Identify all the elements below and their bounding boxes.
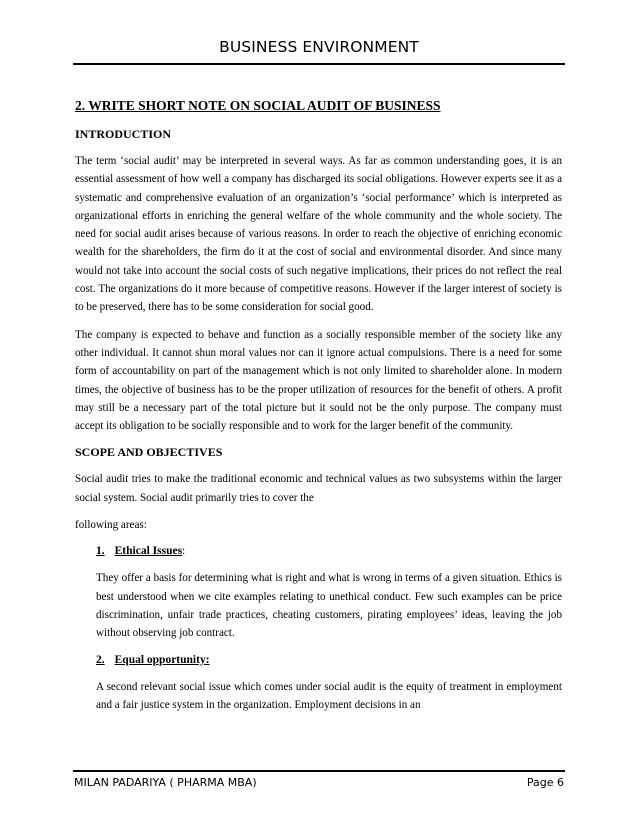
list-item-number: 2.: [96, 653, 105, 666]
list-item-heading-equal-opportunity: [96, 652, 562, 668]
page-header: BUSINESS ENVIRONMENT: [219, 38, 419, 56]
list-item-text-ethical-issues: They offer a basis for determining what is right and what is wrong in terms of a given situation. Ethics is best understood when we cite examples relating to unethical conduct. Few such examples can be price discrimination, unfair trade practices, cheating customers, pirating employees’ ideas, leaving the job without observing job contract.: [96, 572, 562, 640]
intro-paragraph-2: The company is expected to behave and function as a socially responsible member of the society like any other individual. It cannot shun moral values nor can it ignore actual compulsions. There is a need for some form of accountability on part of the management which is not only limited to shareholder alone. In modern times, the objective of business has to be the proper utilization of resources for the benefit of others. A profit may still be a necessary part of the total picture but it sould not be the only purpose. The company must accept its obligation to be socially responsible and to work for the larger benefit of the community.: [75, 328, 562, 433]
footer-author: MILAN PADARIYA ( PHARMA MBA): [74, 776, 257, 789]
introduction-heading: INTRODUCTION: [75, 127, 172, 141]
list-item-heading-ethical-issues: [96, 543, 562, 559]
scope-paragraph: Social audit tries to make the traditional economic and technical values as two subsystems within the larger social system. Social audit primarily tries to cover the: [75, 473, 562, 504]
scope-heading: SCOPE AND OBJECTIVES: [75, 445, 223, 460]
section-title: 2. WRITE SHORT NOTE ON SOCIAL AUDIT OF BUSINESS: [75, 98, 441, 113]
list-item-number: 1.: [96, 545, 105, 558]
intro-paragraph-1: The term ‘social audit’ may be interpreted in several ways. As far as common understanding goes, it is an essential assessment of how well a company has discharged its social obligations. However experts see it as a systematic and comprehensive evaluation of an organization’s ‘social performance’ which is interpreted as organizational efforts in enriching the general welfare of the whole community and the whole society. The need for social audit arises because of various reasons. In order to reach the objective of enriching economic wealth for the shareholders, the firm do it at the cost of social and environmental disorder. And since many would not take into account the social costs of such negative implications, their prices do not reflect the real cost. The organizations do it more because of competitive reasons. However if the larger interest of society is to be preserved, there has to be some consideration for social good.: [75, 155, 562, 314]
header-divider: [73, 63, 565, 65]
list-item-label: Equal opportunity:: [114, 653, 210, 666]
list-item-text-equal-opportunity: A second relevant social issue which comes under social audit is the equity of treatment in employment and a fair justice system in the organization. Employment decisions in an: [96, 680, 562, 711]
footer-divider: [73, 770, 565, 772]
list-item-label: Ethical Issues: [114, 545, 183, 558]
page-content: [75, 97, 562, 723]
list-item-colon: :: [182, 545, 186, 558]
scope-lead-in: following areas:: [75, 519, 147, 532]
page-number: Page 6: [526, 776, 564, 789]
